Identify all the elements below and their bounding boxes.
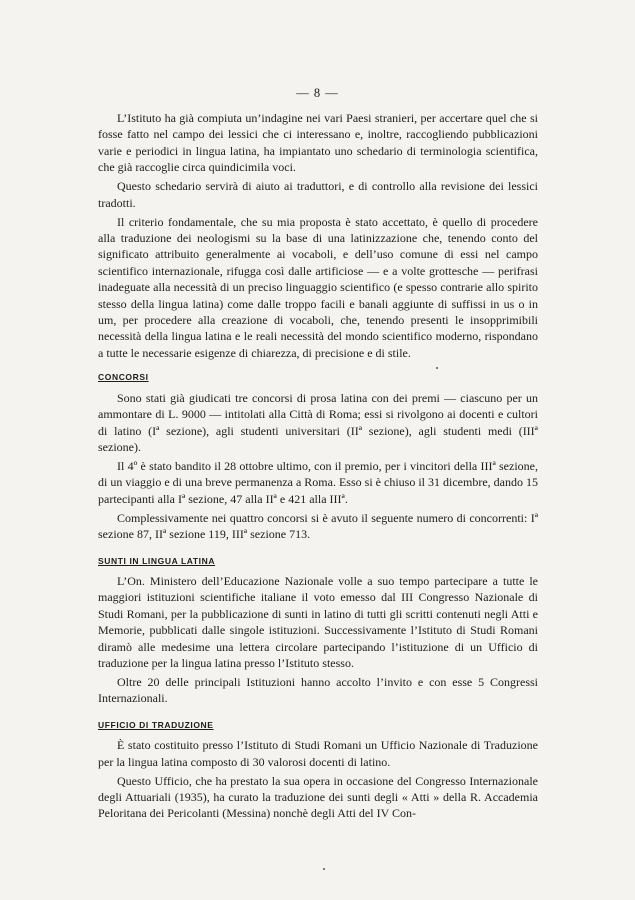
scan-speck	[323, 868, 325, 870]
paragraph: Sono stati già giudicati tre concorsi di prosa latina con dei premi — ciascuno per un ammontare di L. 9000 — intitolati alla Città di Roma; essi si rivolgono ai docenti e cultori di latino (Iª sezione), agli studenti universitari (IIª sezione), agli studenti medi (IIIª sezione).	[98, 390, 538, 454]
paragraph: Il 4º è stato bandito il 28 ottobre ultimo, con il premio, per i vincitori della IIIª sezione, di un viaggio e di una breve permanenza a Roma. Esso si è chiuso il 31 dicembre, dando 15 partecipanti alla Iª sezione, 47 alla IIª e 421 alla IIIª.	[98, 458, 538, 506]
paragraph: Oltre 20 delle principali Istituzioni hanno accolto l’invito e con esse 5 Congressi Internazionali.	[98, 674, 538, 706]
page-number: — 8 —	[296, 86, 339, 100]
section-heading-concorsi: CONCORSI	[98, 372, 149, 383]
section-heading-sunti: SUNTI IN LINGUA LATINA	[98, 555, 216, 566]
paragraph: Complessivamente nei quattro concorsi si è avuto il seguente numero di concorrenti: Iª sezione 87, IIª sezione 119, IIIª sezione 713.	[98, 510, 538, 542]
section-heading-ufficio: UFFICIO DI TRADUZIONE	[98, 719, 214, 730]
paragraph: L’Istituto ha già compiuta un’indagine nei vari Paesi stranieri, per accertare quel che si fosse fatto nel campo dei lessici che ci interessano e, inoltre, raccogliendo pubblicazioni varie e periodici in lingua latina, ha impiantato uno schedario di terminologia scientifica, che già raccoglie circa quindicimila voci.	[98, 111, 538, 175]
page-content	[98, 110, 538, 824]
paragraph: È stato costituito presso l’Istituto di Studi Romani un Ufficio Nazionale di Traduzione per la lingua latina composto di 30 valorosi docenti di latino.	[98, 738, 538, 769]
paragraph: Il criterio fondamentale, che su mia proposta è stato accettato, è quello di procedere alla traduzione dei neologismi su la base di una latinizzazione che, tenendo conto del significato attribuito generalmente ai vocaboli, e dell’uso comune di essi nel campo scientifico internazionale, rifugga così dalle artificiose — e a volte grottesche — perifrasi inadeguate alla necessità di un preciso linguaggio scientifico (e spesso contrarie allo spirito stesso della lingua latina) come dalle troppo facili e banali aggiunte di suffissi in us o in um, per procedere alla creazione di vocaboli, che, tenendo presenti le insopprimibili necessità della lingua latina e le reali necessità del mondo scientifico moderno, rispondano a tutte le necessarie esigenze di chiarezza, di precisione e di stile.	[98, 214, 538, 360]
paragraph: Questo Ufficio, che ha prestato la sua opera in occasione del Congresso Internazionale degli Attuariali (1935), ha curato la traduzione dei sunti degli « Atti » della R. Accademia Peloritana dei Pericolanti (Messina) nonchè degli Atti del IV Con-	[98, 773, 538, 821]
scan-speck	[436, 367, 438, 369]
paragraph: L’On. Ministero dell’Educazione Nazionale volle a suo tempo partecipare a tutte le maggiori istituzioni scientifiche italiane il voto emesso dal III Congresso Nazionale di Studi Romani, per la pubblicazione di sunti in latino di tutti gli scritti contenuti negli Atti e Memorie, pubblicati dalle singole istituzioni. Successivamente l’Istituto di Studi Romani diramò alle medesime una lettera circolare partecipando l’istituzione di un Ufficio di traduzione per la lingua latina presso l’Istituto stesso.	[98, 573, 538, 670]
paragraph: Questo schedario servirà di aiuto ai traduttori, e di controllo alla revisione dei lessici tradotti.	[98, 179, 538, 210]
